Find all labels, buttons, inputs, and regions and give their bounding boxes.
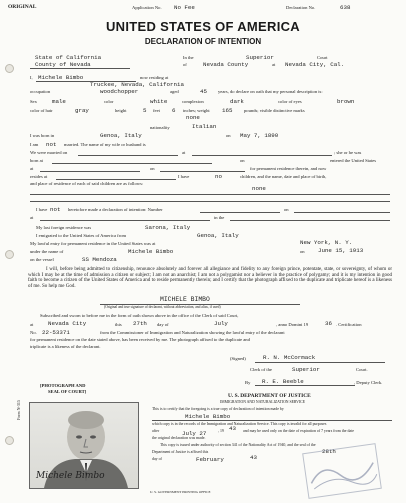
declarant-name: Michele Bimbo (38, 74, 84, 81)
doj-name: Michele Bimbo (185, 413, 231, 420)
document-title: UNITED STATES OF AMERICA (105, 19, 300, 34)
hair-label: color of hair (30, 108, 53, 113)
in-the-label: In the (183, 55, 194, 60)
eye-color: brown (337, 98, 355, 105)
feet-label: feet (153, 108, 160, 113)
jurat-day: 27th (133, 320, 147, 327)
lawful-entry-port: New York, N. Y. (300, 239, 353, 246)
entry-name-label: under the name of (30, 249, 64, 254)
entry-date: June 15, 1913 (318, 247, 364, 254)
permanent-label: for permanent residence therein, and now (250, 166, 327, 171)
doj-text-9: day of (152, 457, 162, 461)
jurat-month: July (214, 320, 228, 327)
of-label: of (183, 62, 187, 67)
application-no-value: No Fee (174, 4, 195, 11)
marks-label: pounds; visible distinctive marks (244, 108, 305, 113)
height-inches: 6 (172, 107, 176, 114)
by-label: By (245, 380, 251, 385)
children-rest: children, and the name, date and place of birth, (240, 174, 327, 179)
doj-text-3: after (152, 429, 160, 433)
occupation-label: occupation (30, 89, 51, 94)
doj-subheading: IMMIGRATION AND NATURALIZATION SERVICE (220, 400, 306, 404)
clerk-signed-label: (Signed) (230, 356, 246, 361)
birth-on-label: on (226, 133, 231, 138)
clerk-line (255, 362, 385, 363)
clerk-name: R. N. McCormack (263, 354, 316, 361)
children-none: none (252, 185, 266, 192)
jurat-year: 36 (325, 320, 332, 327)
doj-text-2: which copy is in the records of the Immigration and Naturalization Service. This copy is invalid for all purposes (152, 422, 327, 426)
court-label: Court (317, 55, 328, 60)
clerk-of-label: Clerk of the (250, 367, 272, 372)
color-label: color (104, 99, 114, 104)
doj-heading: U. S. DEPARTMENT OF JUSTICE (228, 393, 311, 399)
deputy-name: R. E. Beeble (262, 378, 304, 385)
married-at-line (192, 155, 332, 156)
sex-label: Sex (30, 99, 37, 104)
form-number: Form N-315 (16, 400, 21, 420)
prior-rest: heretofore made a declaration of intention: Number (68, 207, 163, 212)
prior-court: in the (214, 215, 225, 220)
married-on-label: We were married on (30, 150, 68, 155)
resides-line (56, 179, 176, 180)
declarant-signature: MICHELE BIMBO (160, 296, 210, 303)
entered-label: entered the United States (330, 158, 377, 163)
married-on-line (78, 155, 178, 156)
official-seal-stamp (302, 443, 382, 499)
age: 45 (200, 88, 207, 95)
entry-on-label: on (300, 249, 305, 254)
photo-label-1: [PHOTOGRAPH AND (40, 383, 86, 388)
court-city: Nevada City, Cal. (285, 61, 345, 68)
gpo-footer: U. S. GOVERNMENT PRINTING OFFICE (150, 490, 211, 494)
emigrated-label: I emigrated to the United States of America from (36, 233, 127, 238)
birthplace: Genoa, Italy (100, 132, 142, 139)
prior-at-line (40, 220, 210, 221)
jurat-cert-no: No. (30, 330, 37, 335)
declaration-no-value: 638 (340, 4, 351, 11)
seal-icon (303, 444, 380, 498)
prior-court-line (230, 220, 390, 221)
doj-name-line (152, 420, 392, 421)
prior-number-line (200, 212, 280, 213)
jurat-line4: triplicate is a likeness of the declarant. (30, 344, 101, 349)
born-label: I was born in (30, 133, 55, 138)
spouse-on-label: on (240, 158, 245, 163)
punch-hole-top (5, 64, 14, 73)
photo-signature: Michele Bimbo (36, 471, 105, 481)
prior-on-line (294, 212, 390, 213)
years-label: years, do declare on oath that my personal description is: (218, 89, 323, 94)
children-line-a (30, 194, 390, 195)
residing-label: now residing at (140, 75, 169, 80)
prior-value: not (50, 206, 61, 213)
prior-on: on (284, 207, 289, 212)
clerk-court-label: Court. (356, 367, 368, 372)
jurat-line3: for permanent residence on the date stated above, has been received by me. The photograph affixed to the duplicate and (30, 337, 250, 342)
height-feet: 5 (143, 107, 147, 114)
jurat-cert-value: 22-53371 (42, 329, 70, 336)
last-residence-label: My last foreign residence was (36, 225, 92, 230)
venue-state: State of California (35, 54, 102, 61)
doj-text-6: the original declaration was made. (152, 436, 206, 440)
original-label: ORIGINAL (8, 4, 37, 10)
married-at-label: at (182, 150, 186, 155)
clerk-court: Superior (292, 366, 320, 373)
doj-month: February (196, 456, 224, 463)
doj-text-1: This is to certify that the foregoing is a true copy of declaration of intention made by (152, 407, 284, 411)
doj-year: 43 (250, 454, 257, 461)
spouse-born-label: born at (30, 158, 43, 163)
doj-text-7: This copy is issued under authority of section 341 of the Nationality Act of 1940, and the seal of the (160, 443, 316, 447)
entry-at-label: at (30, 166, 34, 171)
vessel-label: on the vessel (30, 257, 54, 262)
emigrated-from: Genoa, Italy (197, 232, 239, 239)
punch-hole-middle (5, 250, 14, 259)
residence: Truckee, Nevada, California (90, 81, 184, 88)
jurat-day-of: day of (157, 322, 169, 327)
oath-paragraph: I will, before being admitted to citizenship, renounce absolutely and forever all allegiance and fidelity to any foreign prince, potentate, state, or sovereignty, of whom or which I may be at the time of admission a citizen or subject; I am not an anarchist; I am not a polygamist nor a believer in the practice of polygamy; and it is my intention in good faith to become a citizen of the United States of America and to reside permanently therein; and I certify that the photograph affixed to the duplicate and triplicate hereof is a likeness of me. So help me God. (28, 267, 392, 289)
jurat-line1: Subscribed and sworn to before me in the form of oath shown above in the office of the Clerk of said Court, (40, 313, 239, 318)
doj-text-5: and may be used only on the date of expiration of 7 years from the date (243, 429, 354, 433)
venue-line (30, 68, 130, 69)
declaration-no-label: Declaration No. (286, 5, 316, 10)
color: white (150, 98, 168, 105)
occupation: woodchopper (100, 88, 139, 95)
court-county: Nevada County (203, 61, 249, 68)
punch-hole-bottom (5, 436, 14, 445)
prior-at: at (30, 215, 34, 220)
deputy-label: , Deputy Clerk. (354, 380, 383, 385)
court-name: Superior (246, 54, 274, 61)
children-line-b (30, 201, 390, 202)
resides-label: resides at (30, 174, 48, 179)
jurat-this: this (115, 322, 122, 327)
jurat-cert-label: . Certification (336, 322, 362, 327)
doj-expiry-year: 43 (229, 425, 236, 432)
doj-day: 28th (322, 448, 336, 455)
sex: male (52, 98, 66, 105)
signature-caption: (Original and true signature of declarant, without abbreviation, and alias, if used) (104, 305, 221, 309)
hair-color: gray (75, 107, 89, 114)
venue-county: County of Nevada (35, 61, 91, 68)
jurat-at: at (30, 322, 34, 327)
entry-on-line (160, 171, 245, 172)
married-label: I am (30, 142, 39, 147)
weight: 165 (222, 107, 233, 114)
nationality-label: nationality (150, 125, 170, 130)
complexion: dark (230, 98, 244, 105)
married-rest: married. The name of my wife or husband is (64, 142, 146, 147)
entry-on-label: on (150, 166, 155, 171)
marital-status: not (46, 141, 57, 148)
photo-label-2: SEAL OF COURT] (48, 389, 87, 394)
aged-label: aged (170, 89, 179, 94)
children-pre: I have (178, 174, 190, 179)
inches-label: inches; weight (183, 108, 210, 113)
at-label: at (272, 62, 276, 67)
prior-label: I have (36, 207, 48, 212)
entry-name: Michele Bimbo (128, 248, 174, 255)
doj-text-8: Department of Justice is affixed this (152, 450, 209, 454)
declarant-photograph (29, 402, 139, 489)
doj-text-4: , 19 (218, 429, 224, 433)
spouse-born-line (52, 163, 212, 164)
entry-at-line (40, 171, 140, 172)
document-subtitle: DECLARATION OF INTENTION (144, 37, 262, 46)
deputy-line (255, 385, 355, 386)
lawful-entry-label: My lawful entry for permanent residence in the United States was at (30, 241, 156, 246)
complexion-label: complexion (182, 99, 204, 104)
i-label: I, (30, 75, 33, 80)
children-count: no (215, 173, 222, 180)
eyes-label: color of eyes (278, 99, 302, 104)
jurat-line2: from the Commissioner of Immigration and Naturalization showing the lawful entry of the declarant (100, 330, 285, 335)
vessel: SS Mendoza (82, 256, 117, 263)
children-line2: and place of residence of each of said children are as follows: (30, 181, 144, 186)
height-label: height (115, 108, 127, 113)
jurat-year-pre: , anno Domini 19 (276, 322, 309, 327)
nationality: Italian (192, 123, 217, 130)
application-no-label: Application No. (132, 5, 162, 10)
birth-date: May 7, 1890 (240, 132, 279, 139)
marks: none (186, 114, 200, 121)
doj-expiry-date: July 27 (182, 430, 207, 437)
jurat-city: Nevada City (48, 320, 87, 327)
last-residence: Sarona, Italy (145, 224, 191, 231)
she-he-label: ; she or he was (334, 150, 362, 155)
